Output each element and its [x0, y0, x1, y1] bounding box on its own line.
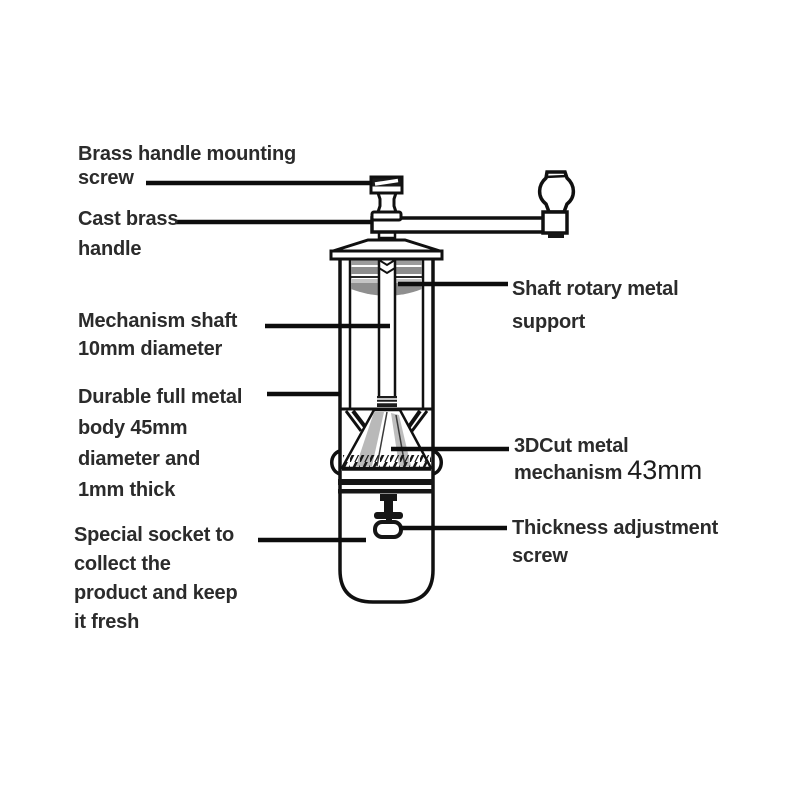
label-line: it fresh — [74, 611, 140, 633]
label-line: handle — [78, 238, 142, 260]
label-thickness-adjustment-screw — [512, 514, 718, 570]
lower-ring-2 — [338, 489, 434, 494]
label-line: Mechanism shaft — [78, 310, 238, 332]
label-line-text: mechanism — [514, 462, 623, 484]
label-line: support — [512, 311, 586, 333]
label-line: product and keep — [74, 582, 238, 604]
label-brass-mounting-screw — [78, 142, 296, 190]
label-mechanism-shaft — [78, 307, 237, 363]
label-line: 1mm thick — [78, 479, 176, 501]
label-line: Brass handle mounting — [78, 143, 297, 165]
label-line: collect the — [74, 553, 171, 575]
label-line: 3DCut metal — [514, 435, 629, 457]
wooden-knob — [540, 172, 574, 238]
label-3dcut-mechanism — [514, 434, 702, 485]
label-line: 10mm diameter — [78, 338, 223, 360]
label-line: diameter and — [78, 448, 201, 470]
label-line: Shaft rotary metal — [512, 278, 679, 300]
label-line: Thickness adjustment — [512, 517, 719, 539]
label-line — [514, 455, 703, 485]
label-shaft-rotary-support — [512, 273, 678, 339]
mechanism-shaft-part — [377, 256, 397, 407]
label-line: screw — [512, 545, 568, 567]
label-size-note: 43mm — [627, 455, 703, 485]
label-line: Special socket to — [74, 524, 234, 546]
label-line: Cast brass — [78, 208, 179, 230]
lower-ring-1 — [338, 479, 434, 485]
mounting-screw-part — [371, 177, 402, 220]
label-cast-brass-handle — [78, 204, 178, 264]
label-durable-metal-body — [78, 382, 242, 506]
top-cap — [331, 240, 442, 259]
label-special-socket — [74, 521, 238, 637]
label-line: Durable full metal — [78, 386, 243, 408]
label-line: screw — [78, 167, 134, 189]
label-line: body 45mm — [78, 417, 188, 439]
